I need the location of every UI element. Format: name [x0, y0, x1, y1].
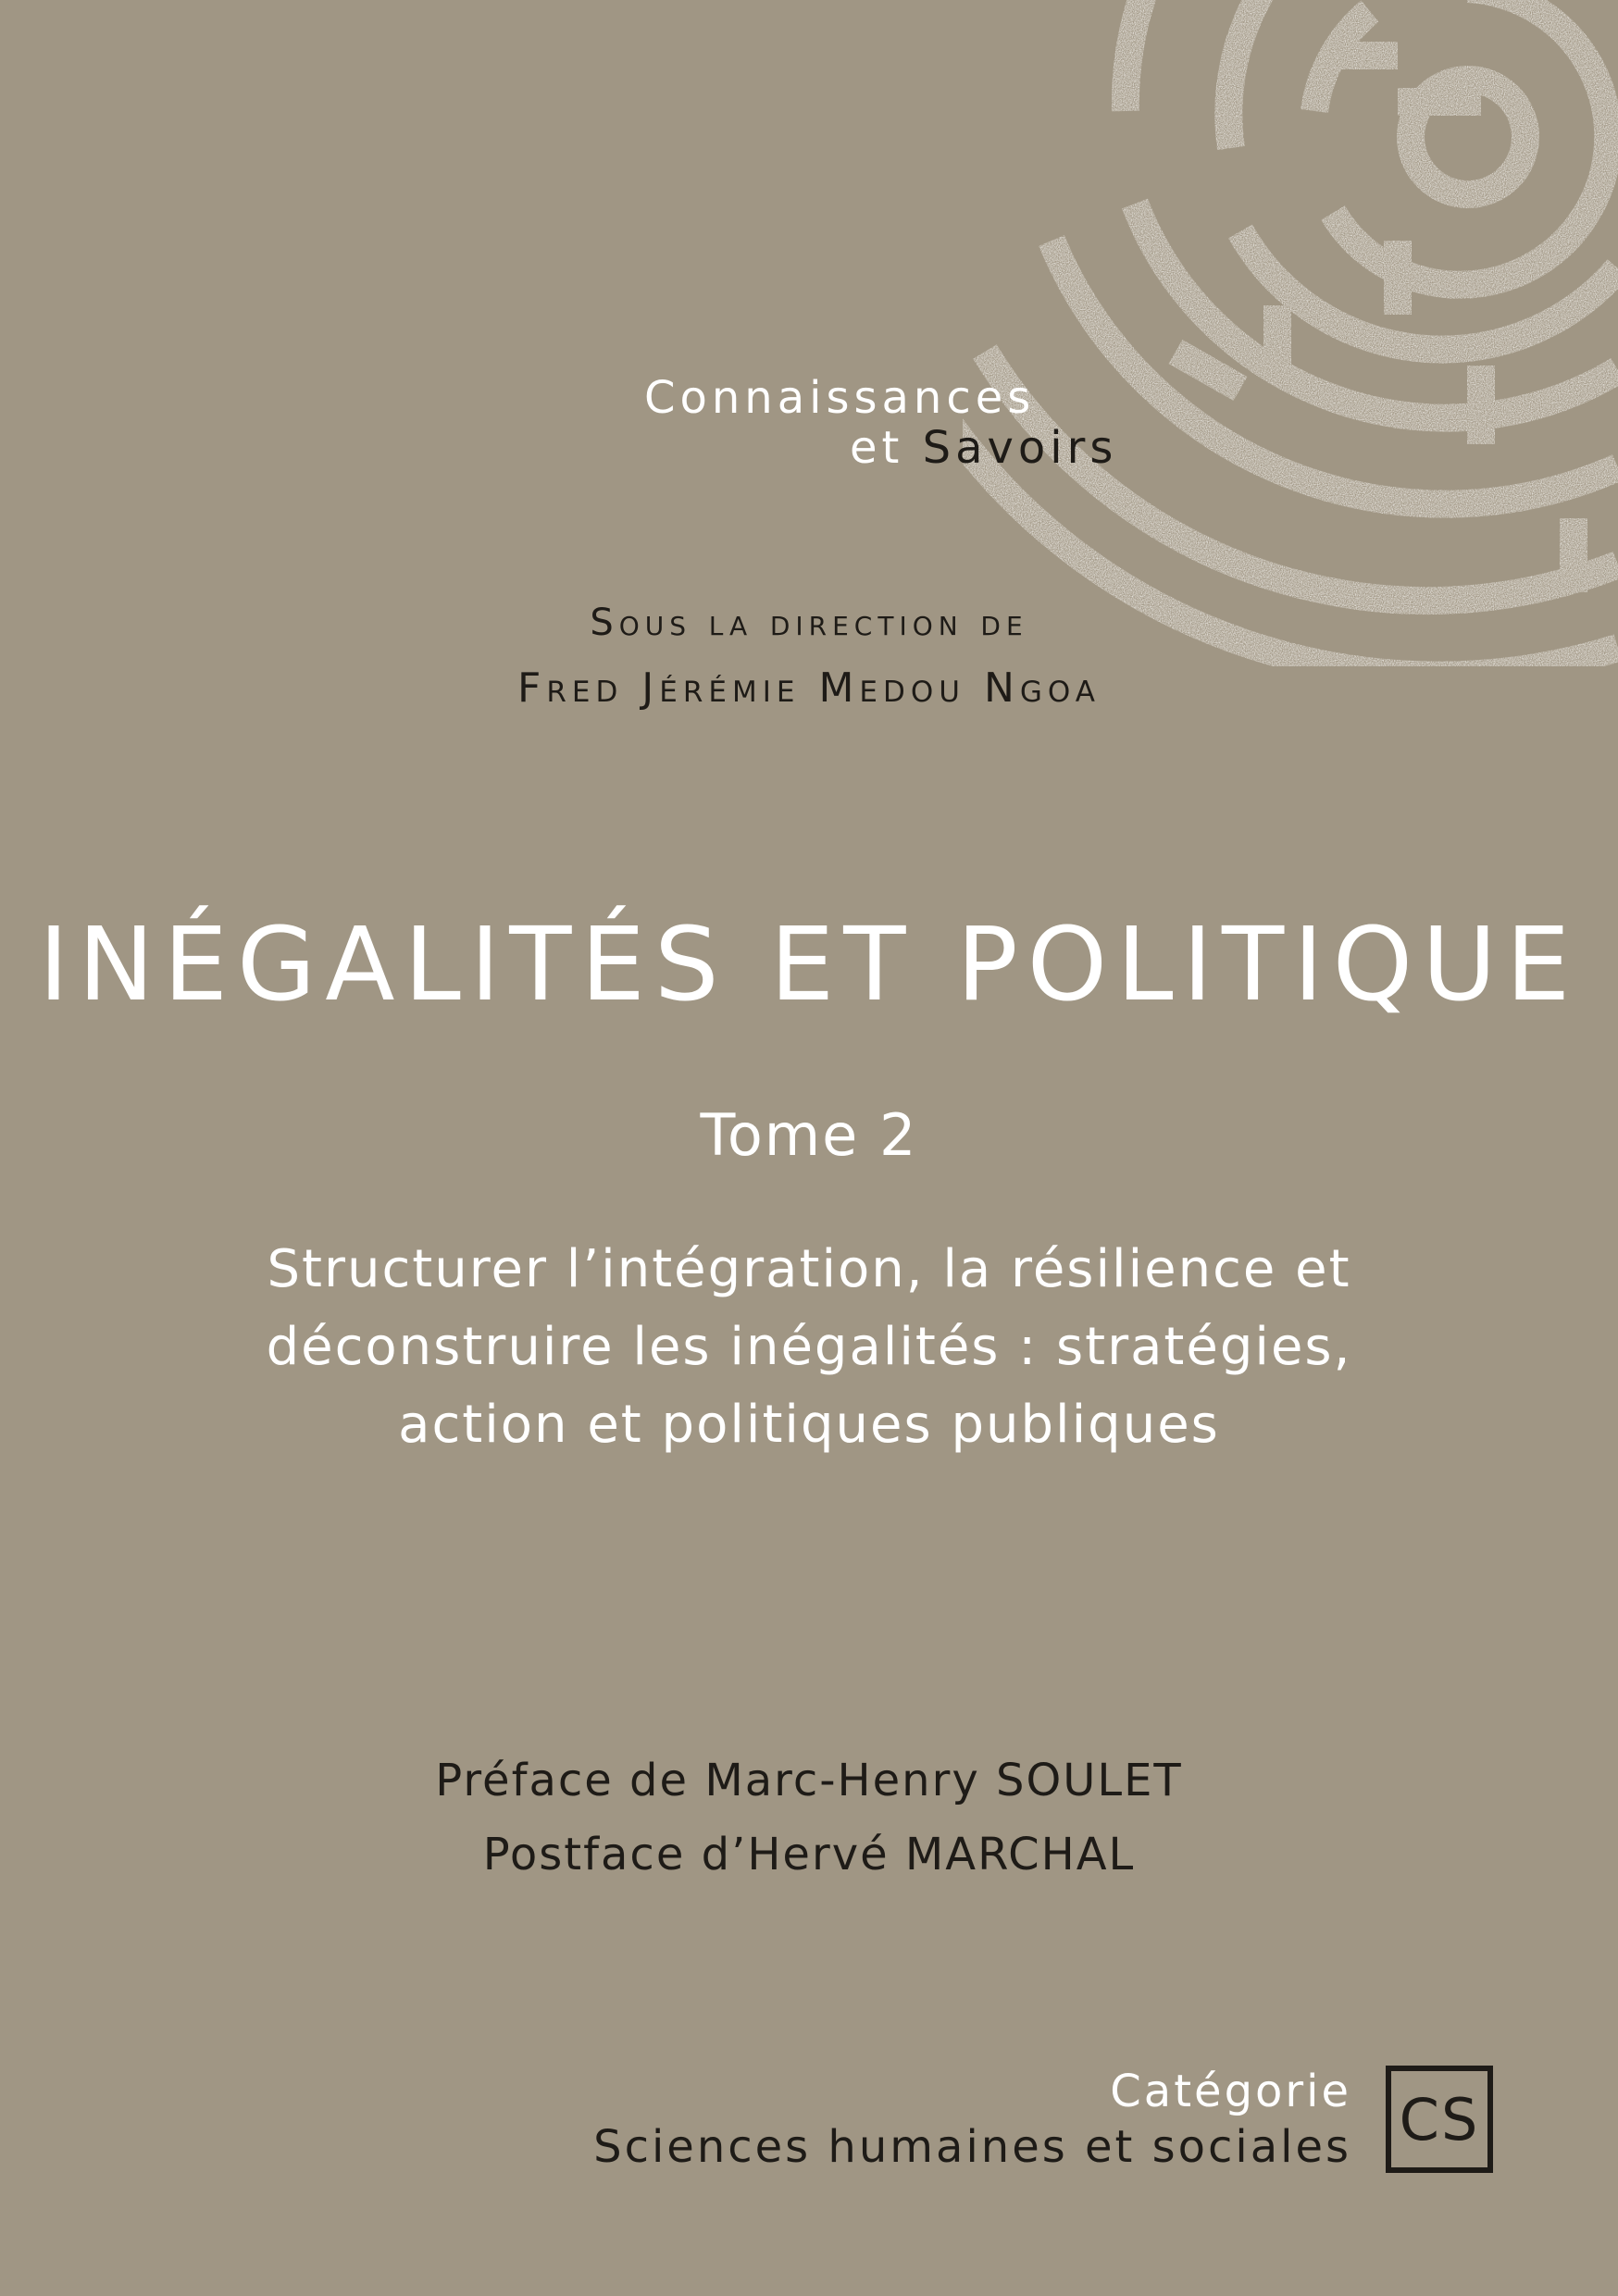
- subtitle-line: Structurer l’intégration, la résilience et: [267, 1239, 1351, 1299]
- collection-conjunction: et: [850, 422, 904, 474]
- labyrinth-logo-icon: [963, 0, 1618, 666]
- category-label: Catégorie: [1110, 2066, 1351, 2117]
- editor-credit-intro: Sous la direction de: [590, 602, 1028, 644]
- book-title: INÉGALITÉS ET POLITIQUE: [38, 905, 1580, 1024]
- book-subtitle: [185, 1231, 1433, 1464]
- category-code-badge: CS: [1386, 2066, 1493, 2173]
- subtitle-line: déconstruire les inégalités : stratégies,: [266, 1317, 1352, 1377]
- editor-name: Fred Jérémie Medou Ngoa: [517, 664, 1101, 712]
- volume-number: Tome 2: [700, 1101, 918, 1169]
- preface-credit: Préface de Marc-Henry SOULET: [435, 1755, 1183, 1806]
- collection-word-savoirs: Savoirs: [922, 422, 1118, 474]
- collection-name-line2: [850, 422, 1117, 474]
- collection-name-line1: Connaissances: [644, 372, 1036, 424]
- category-name: Sciences humaines et sociales: [593, 2121, 1351, 2173]
- postface-credit: Postface d’Hervé MARCHAL: [482, 1829, 1136, 1880]
- subtitle-line: action et politiques publiques: [398, 1395, 1220, 1455]
